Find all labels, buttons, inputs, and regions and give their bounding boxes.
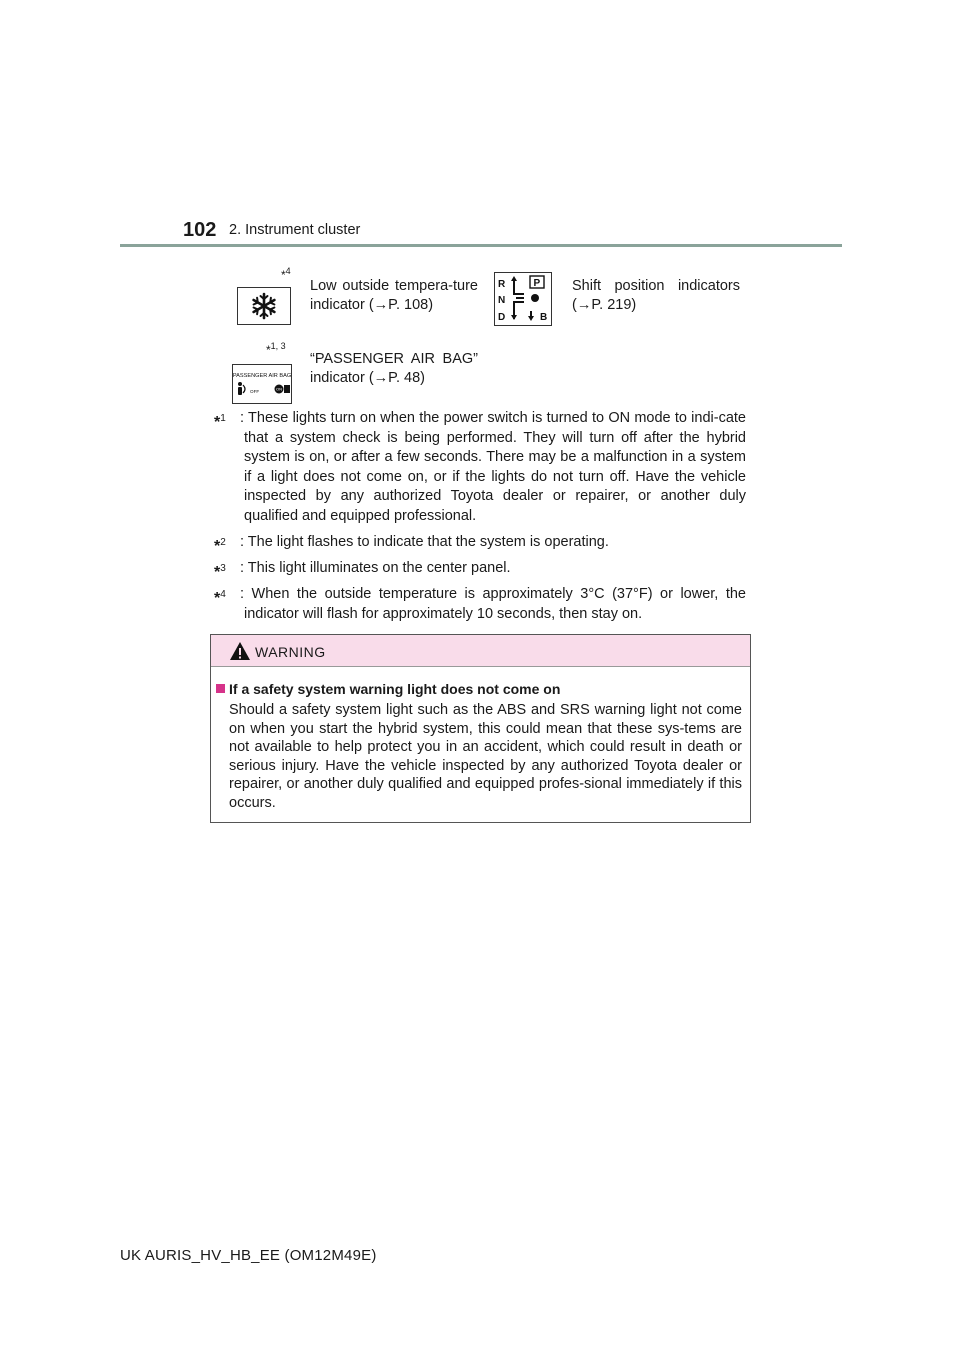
shift-letter-p: P xyxy=(533,278,541,289)
shift-letter-b: B xyxy=(540,312,548,323)
warning-title: WARNING xyxy=(255,644,326,660)
footnote-text: : The light flashes to indicate that the system is operating. xyxy=(240,534,609,550)
shift-letter-r: R xyxy=(498,279,506,290)
note-number: 1, 3 xyxy=(270,341,286,351)
snowflake-icon xyxy=(249,291,279,321)
passenger-airbag-icon-box xyxy=(232,364,292,404)
section-title: 2. Instrument cluster xyxy=(229,222,361,238)
shift-position-icon xyxy=(495,273,551,325)
footnote-4 xyxy=(214,585,746,624)
page-number: 102 xyxy=(183,219,217,241)
footnote-2 xyxy=(214,533,746,553)
warning-triangle-icon xyxy=(229,641,251,661)
shift-letter-n: N xyxy=(498,295,506,306)
airbag-icon-on: ON xyxy=(276,386,282,392)
airbag-icon-off: OFF xyxy=(250,389,260,394)
footnote-marker: *$^2$ xyxy=(214,537,226,555)
footnote-text: : These lights turn on when the power switch is turned to ON mode to indi-cate that a system check is being performed. They will turn off after the hybrid system is on, or after a few seconds. There may be a malfunction in a system if a light does not come on, or if the lights do not turn off. Have the vehicle inspected by any authorized Toyota dealer or repairer, or another duly qualified and equipped professional. xyxy=(240,410,746,524)
note-number: 4 xyxy=(285,266,291,276)
footer-model-code: UK AURIS_HV_HB_EE (OM12M49E) xyxy=(120,1247,377,1264)
footnote-text: : This light illuminates on the center panel. xyxy=(240,560,511,576)
snowflake-icon-box xyxy=(237,287,291,325)
warning-heading: If a safety system warning light does not come on xyxy=(216,681,560,697)
footnote-1 xyxy=(214,409,746,526)
footnote-text: : When the outside temperature is approximately 3°C (37°F) or lower, the indicator will flash for approximately 10 seconds, then stay on. xyxy=(240,586,746,622)
footnote-marker: *$^4$ xyxy=(214,589,226,607)
shift-position-icon-box xyxy=(494,272,552,326)
warning-bullet-icon xyxy=(216,684,225,693)
airbag-icon-label: PASSENGER AIR BAG xyxy=(233,373,291,379)
footnote-3 xyxy=(214,559,746,579)
footnote-marker: *$^1$ xyxy=(214,413,226,431)
warning-box xyxy=(210,634,751,823)
indicator-note-mark: *$^4$ xyxy=(281,266,291,282)
header-rule xyxy=(120,244,842,247)
shift-indicator-text: Shift position indicators (→P. 219) xyxy=(572,278,740,313)
airbag-indicator-text: “PASSENGER AIR BAG” indicator (→P. 48) xyxy=(310,351,478,386)
passenger-airbag-icon xyxy=(233,365,291,403)
warning-body: Should a safety system light such as the ABS and SRS warning light not come on when you start the hybrid system, this could mean that these sys-tems are not available to help protect you in an accident, which could result in death or serious injury. Have the vehicle inspected by any authorized Toyota dealer or repairer, or another duly qualified and equipped profes-sional immediately if this occurs. xyxy=(229,702,742,811)
warning-header xyxy=(211,635,750,667)
shift-letter-d: D xyxy=(498,312,506,323)
footnote-marker: *$^3$ xyxy=(214,563,226,581)
indicator-note-mark: *$^{1, 3}$ xyxy=(266,341,286,357)
low-temp-indicator-text: Low outside tempera-ture indicator (→P. 108) xyxy=(310,278,478,313)
